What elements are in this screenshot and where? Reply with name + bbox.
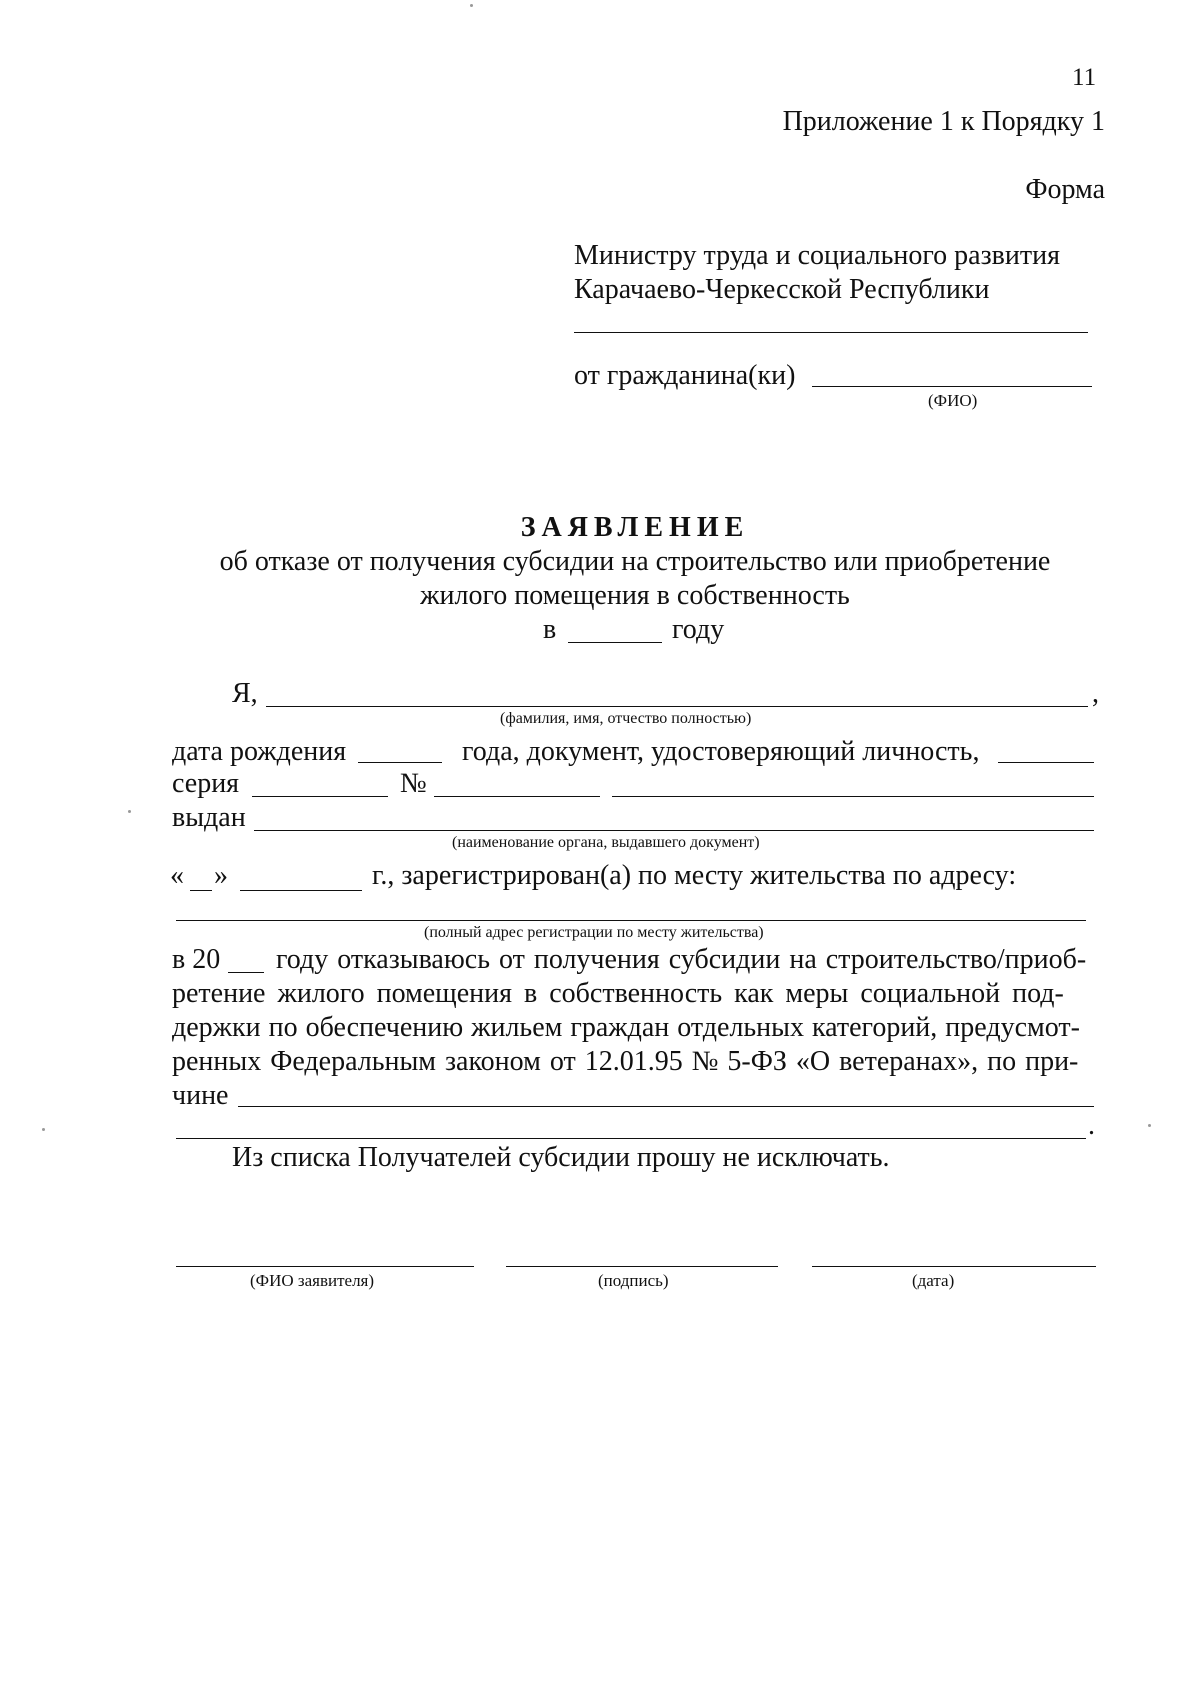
ya-label: Я, (232, 678, 258, 709)
dob-label: дата рождения (172, 736, 347, 767)
addressee-line-1: Министру труда и социального развития (574, 240, 1060, 271)
signature-line[interactable] (506, 1266, 778, 1267)
scan-speck (1148, 1124, 1151, 1127)
quote-close: » (214, 860, 228, 891)
year-prefix: в (543, 614, 557, 645)
para-line-1: году отказываюсь от получения субсидии на строительство/приоб- (276, 944, 1087, 975)
para-year-prefix: в 20 (172, 944, 221, 975)
scan-speck (128, 810, 131, 813)
issued-label: выдан (172, 802, 246, 833)
number-label: № (400, 768, 427, 799)
para-year-line[interactable] (228, 972, 264, 973)
address-line[interactable] (176, 920, 1086, 921)
dob-line[interactable] (358, 762, 442, 763)
comma-mark: , (1092, 678, 1099, 709)
para-line-2: ретение жилого помещения в собственность как меры социальной под- (172, 978, 1064, 1009)
not-exclude-text: Из списка Получателей субсидии прошу не исключать. (232, 1142, 890, 1173)
para-line-4: ренных Федеральным законом от 12.01.95 № 5-ФЗ «О ветеранах», по при- (172, 1046, 1079, 1077)
issuer-caption: (наименование органа, выдавшего документ) (452, 834, 760, 851)
fio-caption: (ФИО) (928, 391, 978, 410)
year-suffix: году (672, 614, 725, 645)
scan-speck (470, 4, 473, 7)
year-blank-line[interactable] (568, 642, 662, 643)
addressee-line-2: Карачаево-Черкесской Республики (574, 274, 990, 305)
reason-line-2[interactable] (176, 1138, 1086, 1139)
document-subtitle-1: об отказе от получения субсидии на строительство или приобретение (219, 546, 1051, 577)
appendix-label: Приложение 1 к Порядку 1 (782, 106, 1105, 137)
document-title: ЗАЯВЛЕНИЕ (520, 512, 750, 543)
document-type-line[interactable] (998, 762, 1094, 763)
address-caption: (полный адрес регистрации по месту жительства) (424, 924, 764, 941)
signature-caption: (подпись) (598, 1271, 669, 1290)
number-extra-line[interactable] (612, 796, 1094, 797)
series-label: серия (172, 768, 240, 799)
full-name-line[interactable] (266, 706, 1088, 707)
registered-text: г., зарегистрирован(а) по месту жительства по адресу: (372, 860, 1017, 891)
dob-mid-text: года, документ, удостоверяющий личность, (462, 736, 980, 767)
full-name-caption: (фамилия, имя, отчество полностью) (500, 710, 752, 727)
date-caption: (дата) (912, 1271, 955, 1290)
applicant-fio-caption: (ФИО заявителя) (250, 1271, 375, 1290)
series-line[interactable] (252, 796, 388, 797)
para-line-5: чине (172, 1080, 229, 1111)
para-line-3: держки по обеспечению жильем граждан отдельных категорий, предусмот- (172, 1012, 1080, 1043)
page-number: 11 (1072, 64, 1097, 91)
document-subtitle-2: жилого помещения в собственность (420, 580, 850, 611)
issue-month-line[interactable] (240, 890, 362, 891)
form-label: Форма (1025, 174, 1105, 205)
scan-speck (42, 1128, 45, 1131)
addressee-blank-line[interactable] (574, 332, 1088, 333)
number-line[interactable] (434, 796, 600, 797)
period-mark: . (1088, 1110, 1095, 1141)
issuer-line[interactable] (254, 830, 1094, 831)
quote-open: « (170, 860, 184, 891)
from-citizen-label: от гражданина(ки) (574, 360, 796, 391)
applicant-fio-line[interactable] (176, 1266, 474, 1267)
date-line[interactable] (812, 1266, 1096, 1267)
reason-line-1[interactable] (238, 1106, 1094, 1107)
issue-day-line[interactable] (190, 890, 212, 891)
from-citizen-fio-line[interactable] (812, 386, 1092, 387)
